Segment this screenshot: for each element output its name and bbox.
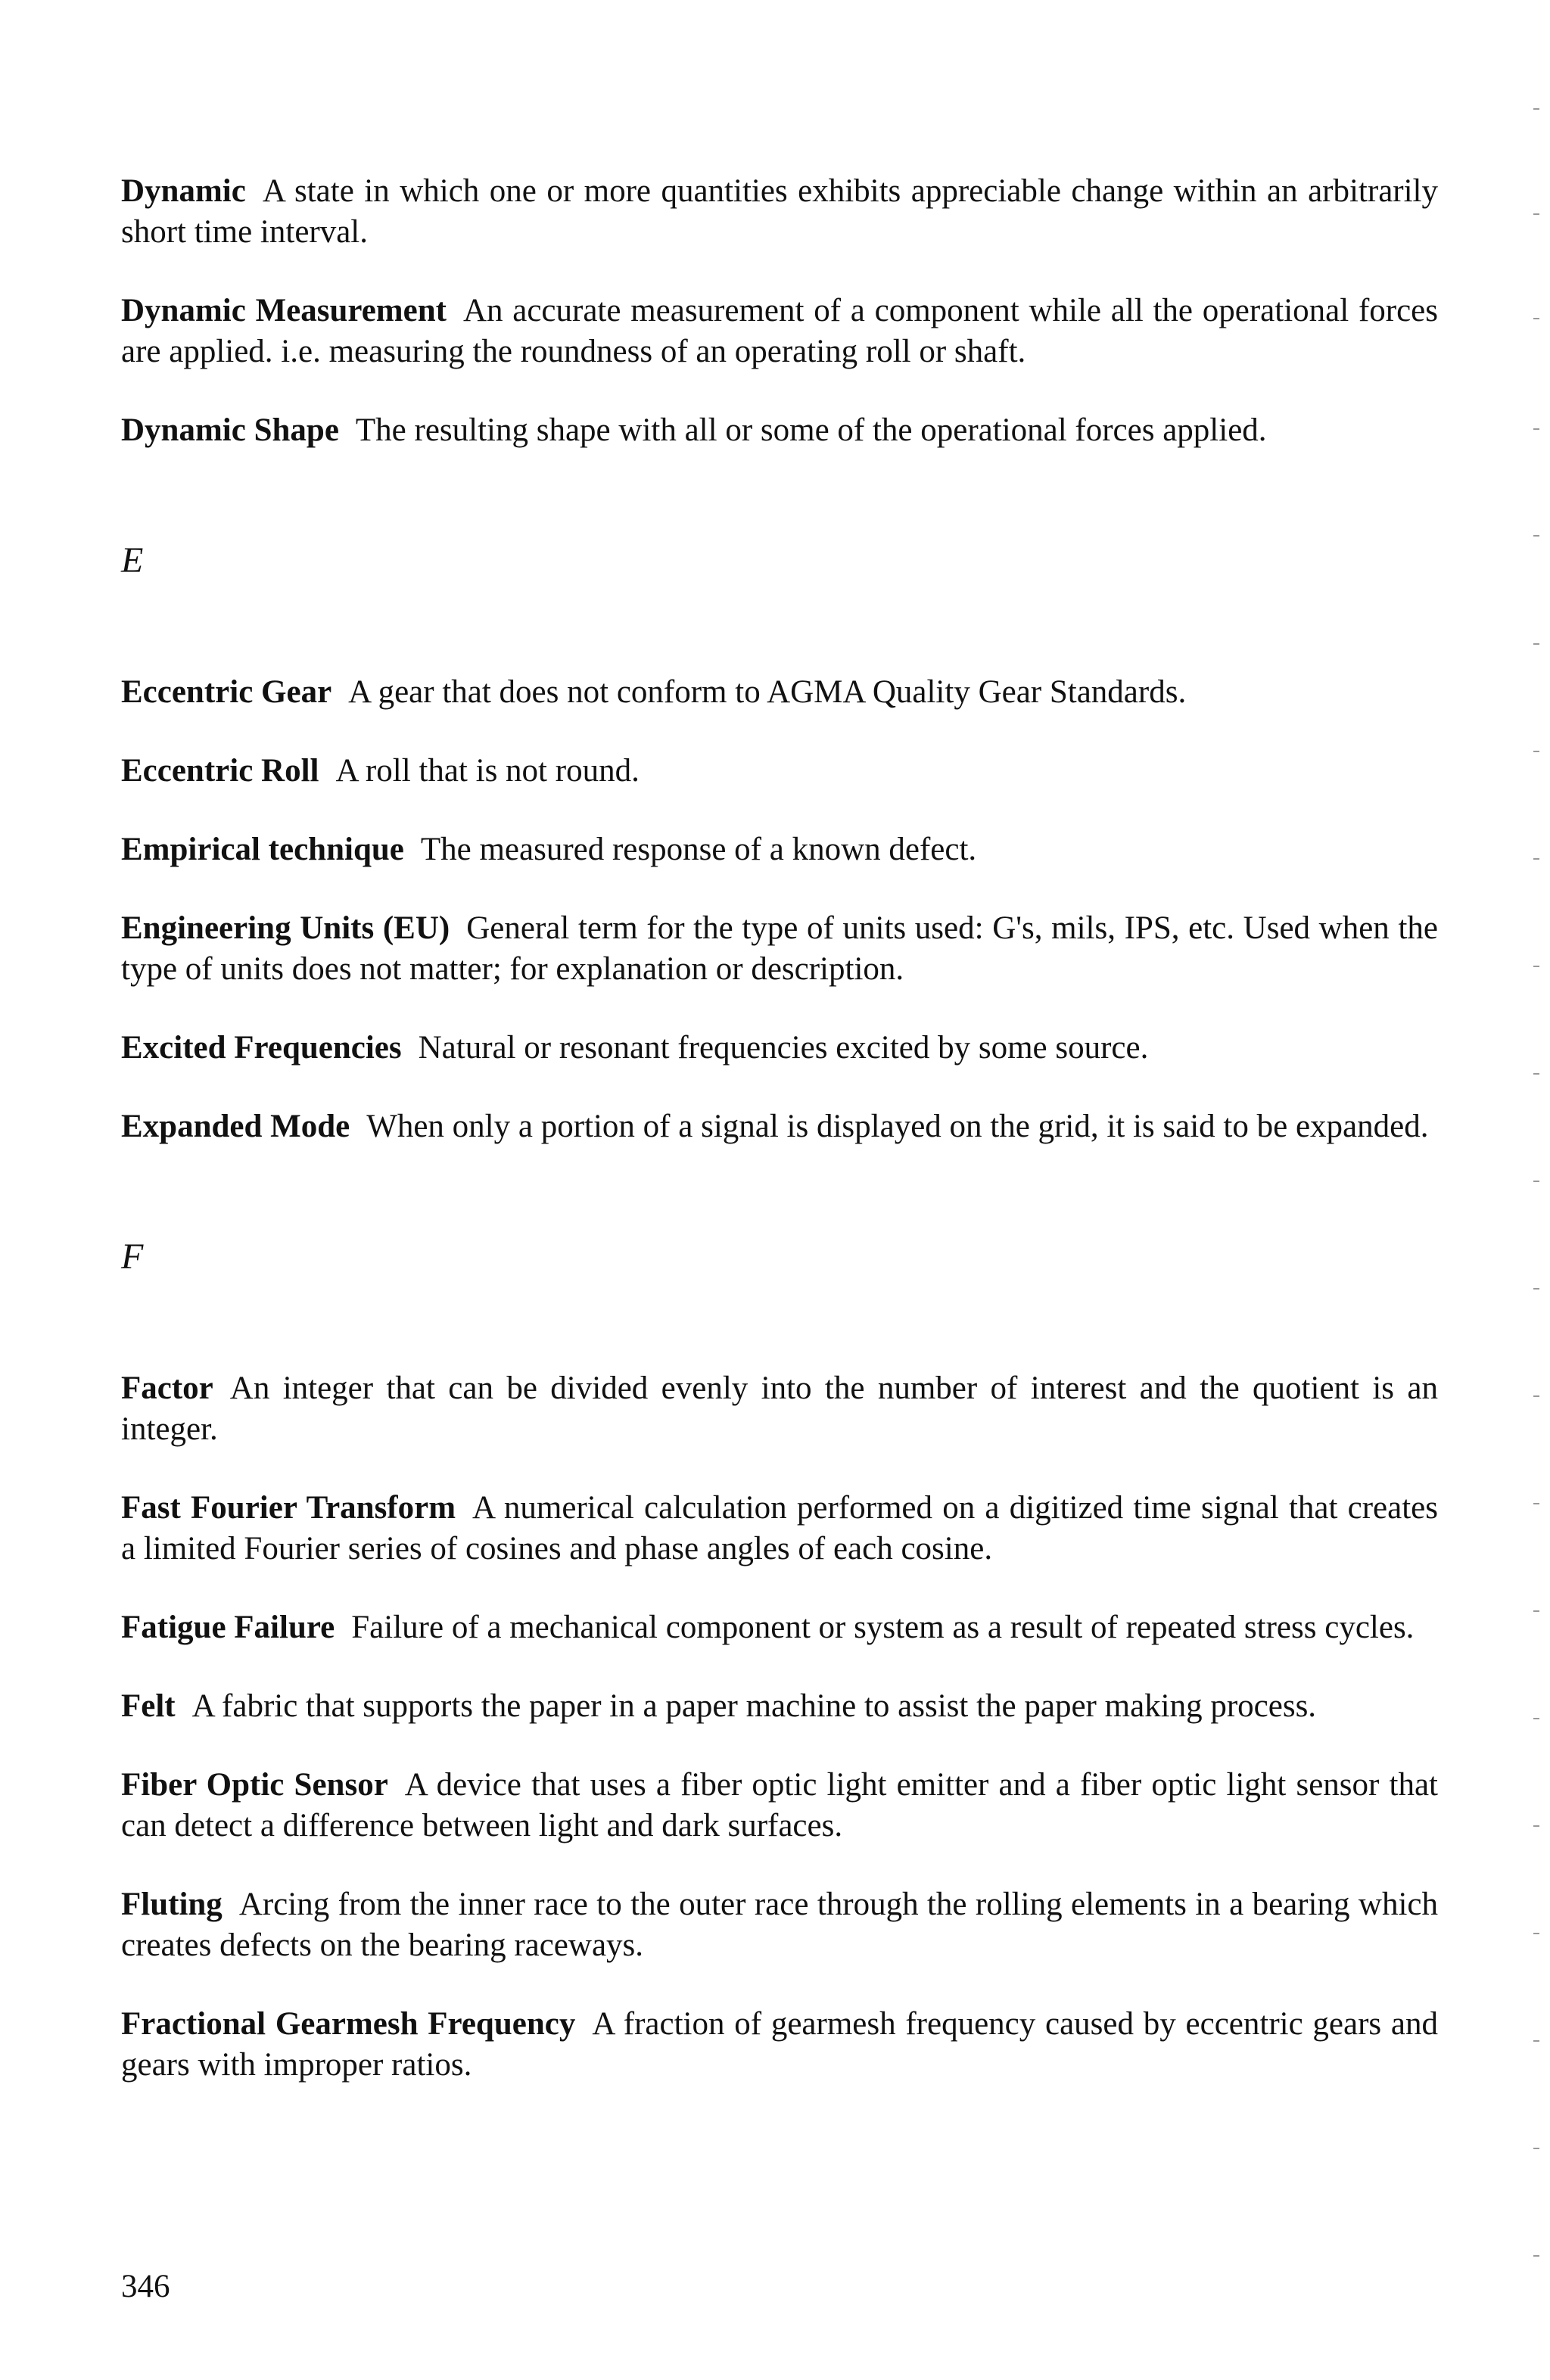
glossary-entry (121, 1686, 1438, 1727)
margin-tick (1533, 1718, 1539, 1719)
glossary-entry (121, 2004, 1438, 2086)
entry-definition: General term for the type of units used: G's, mils, IPS, etc. Used when the type of units does not matter; for explanation or description. (121, 910, 1438, 987)
margin-tick (1533, 428, 1539, 430)
entry-definition: A roll that is not round. (335, 753, 640, 789)
page-number: 346 (121, 2269, 170, 2304)
entry-definition: An integer that can be divided evenly into the number of interest and the quotient is an integer. (121, 1370, 1438, 1447)
glossary-entry (121, 751, 1438, 792)
margin-tick (1533, 213, 1539, 215)
entry-definition: Natural or resonant frequencies excited by some source. (418, 1030, 1149, 1066)
entry-definition: A fraction of gearmesh frequency caused by eccentric gears and gears with improper ratios. (121, 2006, 1439, 2083)
entry-term: Factor (121, 1370, 213, 1406)
section-heading-f: F (121, 1237, 144, 1277)
margin-tick (1533, 1395, 1539, 1397)
glossary-entry (121, 1106, 1438, 1147)
glossary-entry (121, 1607, 1438, 1648)
margin-tick (1533, 2148, 1539, 2149)
glossary-entry (121, 1765, 1438, 1846)
entry-definition: A device that uses a fiber optic light emitter and a fiber optic light sensor that can detect a difference between light and dark surfaces. (121, 1767, 1438, 1843)
entry-term: Fluting (121, 1887, 223, 1922)
margin-tick (1533, 1288, 1539, 1290)
margin-tick (1533, 1503, 1539, 1504)
entry-term: Dynamic Shape (121, 412, 339, 448)
glossary-entry (121, 171, 1438, 253)
glossary-entry (121, 672, 1438, 713)
entry-term: Dynamic (121, 173, 246, 209)
entry-term: Fatigue Failure (121, 1610, 335, 1645)
margin-tick (1533, 535, 1539, 537)
entry-definition: An accurate measurement of a component while all the operational forces are applied. i.e. measuring the roundness of an operating roll or shaft. (121, 293, 1438, 369)
entry-term: Fractional Gearmesh Frequency (121, 2006, 576, 2042)
glossary-entry (121, 908, 1438, 990)
glossary-entry (121, 1028, 1438, 1069)
entry-term: Fast Fourier Transform (121, 1490, 456, 1526)
entry-definition: When only a portion of a signal is displayed on the grid, it is said to be expanded. (366, 1109, 1429, 1144)
margin-tick (1533, 1181, 1539, 1182)
entry-term: Dynamic Measurement (121, 293, 447, 328)
scan-margin-marks (1533, 0, 1541, 2380)
entry-definition: The resulting shape with all or some of the operational forces applied. (355, 412, 1267, 448)
glossary-entry (121, 1368, 1438, 1450)
margin-tick (1533, 1610, 1539, 1612)
margin-tick (1533, 318, 1539, 319)
margin-tick (1533, 1825, 1539, 1827)
entry-definition: Failure of a mechanical component or system as a result of repeated stress cycles. (351, 1610, 1415, 1645)
margin-tick (1533, 966, 1539, 967)
section-heading-e: E (121, 540, 144, 580)
entry-term: Excited Frequencies (121, 1030, 402, 1066)
glossary-entry (121, 410, 1438, 451)
entry-definition: A fabric that supports the paper in a paper machine to assist the paper making process. (191, 1688, 1317, 1724)
entry-definition: The measured response of a known defect. (420, 832, 977, 867)
entry-term: Felt (121, 1688, 176, 1724)
entry-definition: A numerical calculation performed on a digitized time signal that creates a limited Fourier series of cosines and phase angles of each cosine. (121, 1490, 1438, 1566)
margin-tick (1533, 858, 1539, 860)
entry-term: Engineering Units (EU) (121, 910, 450, 946)
entry-term: Expanded Mode (121, 1109, 350, 1144)
glossary-entry (121, 1884, 1438, 1966)
glossary-entry (121, 1488, 1438, 1570)
margin-tick (1533, 1073, 1539, 1075)
margin-tick (1533, 751, 1539, 752)
margin-tick (1533, 2255, 1539, 2257)
margin-tick (1533, 643, 1539, 645)
entry-term: Fiber Optic Sensor (121, 1767, 388, 1803)
entry-definition: Arcing from the inner race to the outer race through the rolling elements in a bearing which creates defects on the bearing raceways. (121, 1887, 1438, 1963)
entry-definition: A gear that does not conform to AGMA Quality Gear Standards. (348, 674, 1187, 710)
glossary-content (121, 171, 1438, 2123)
entry-term: Eccentric Roll (121, 753, 319, 789)
margin-tick (1533, 2040, 1539, 2042)
margin-tick (1533, 1933, 1539, 1934)
glossary-entry (121, 291, 1438, 372)
margin-tick (1533, 108, 1539, 110)
glossary-entry (121, 829, 1438, 870)
entry-term: Empirical technique (121, 832, 404, 867)
entry-term: Eccentric Gear (121, 674, 332, 710)
entry-definition: A state in which one or more quantities exhibits appreciable change within an arbitrarily short time interval. (121, 173, 1438, 250)
